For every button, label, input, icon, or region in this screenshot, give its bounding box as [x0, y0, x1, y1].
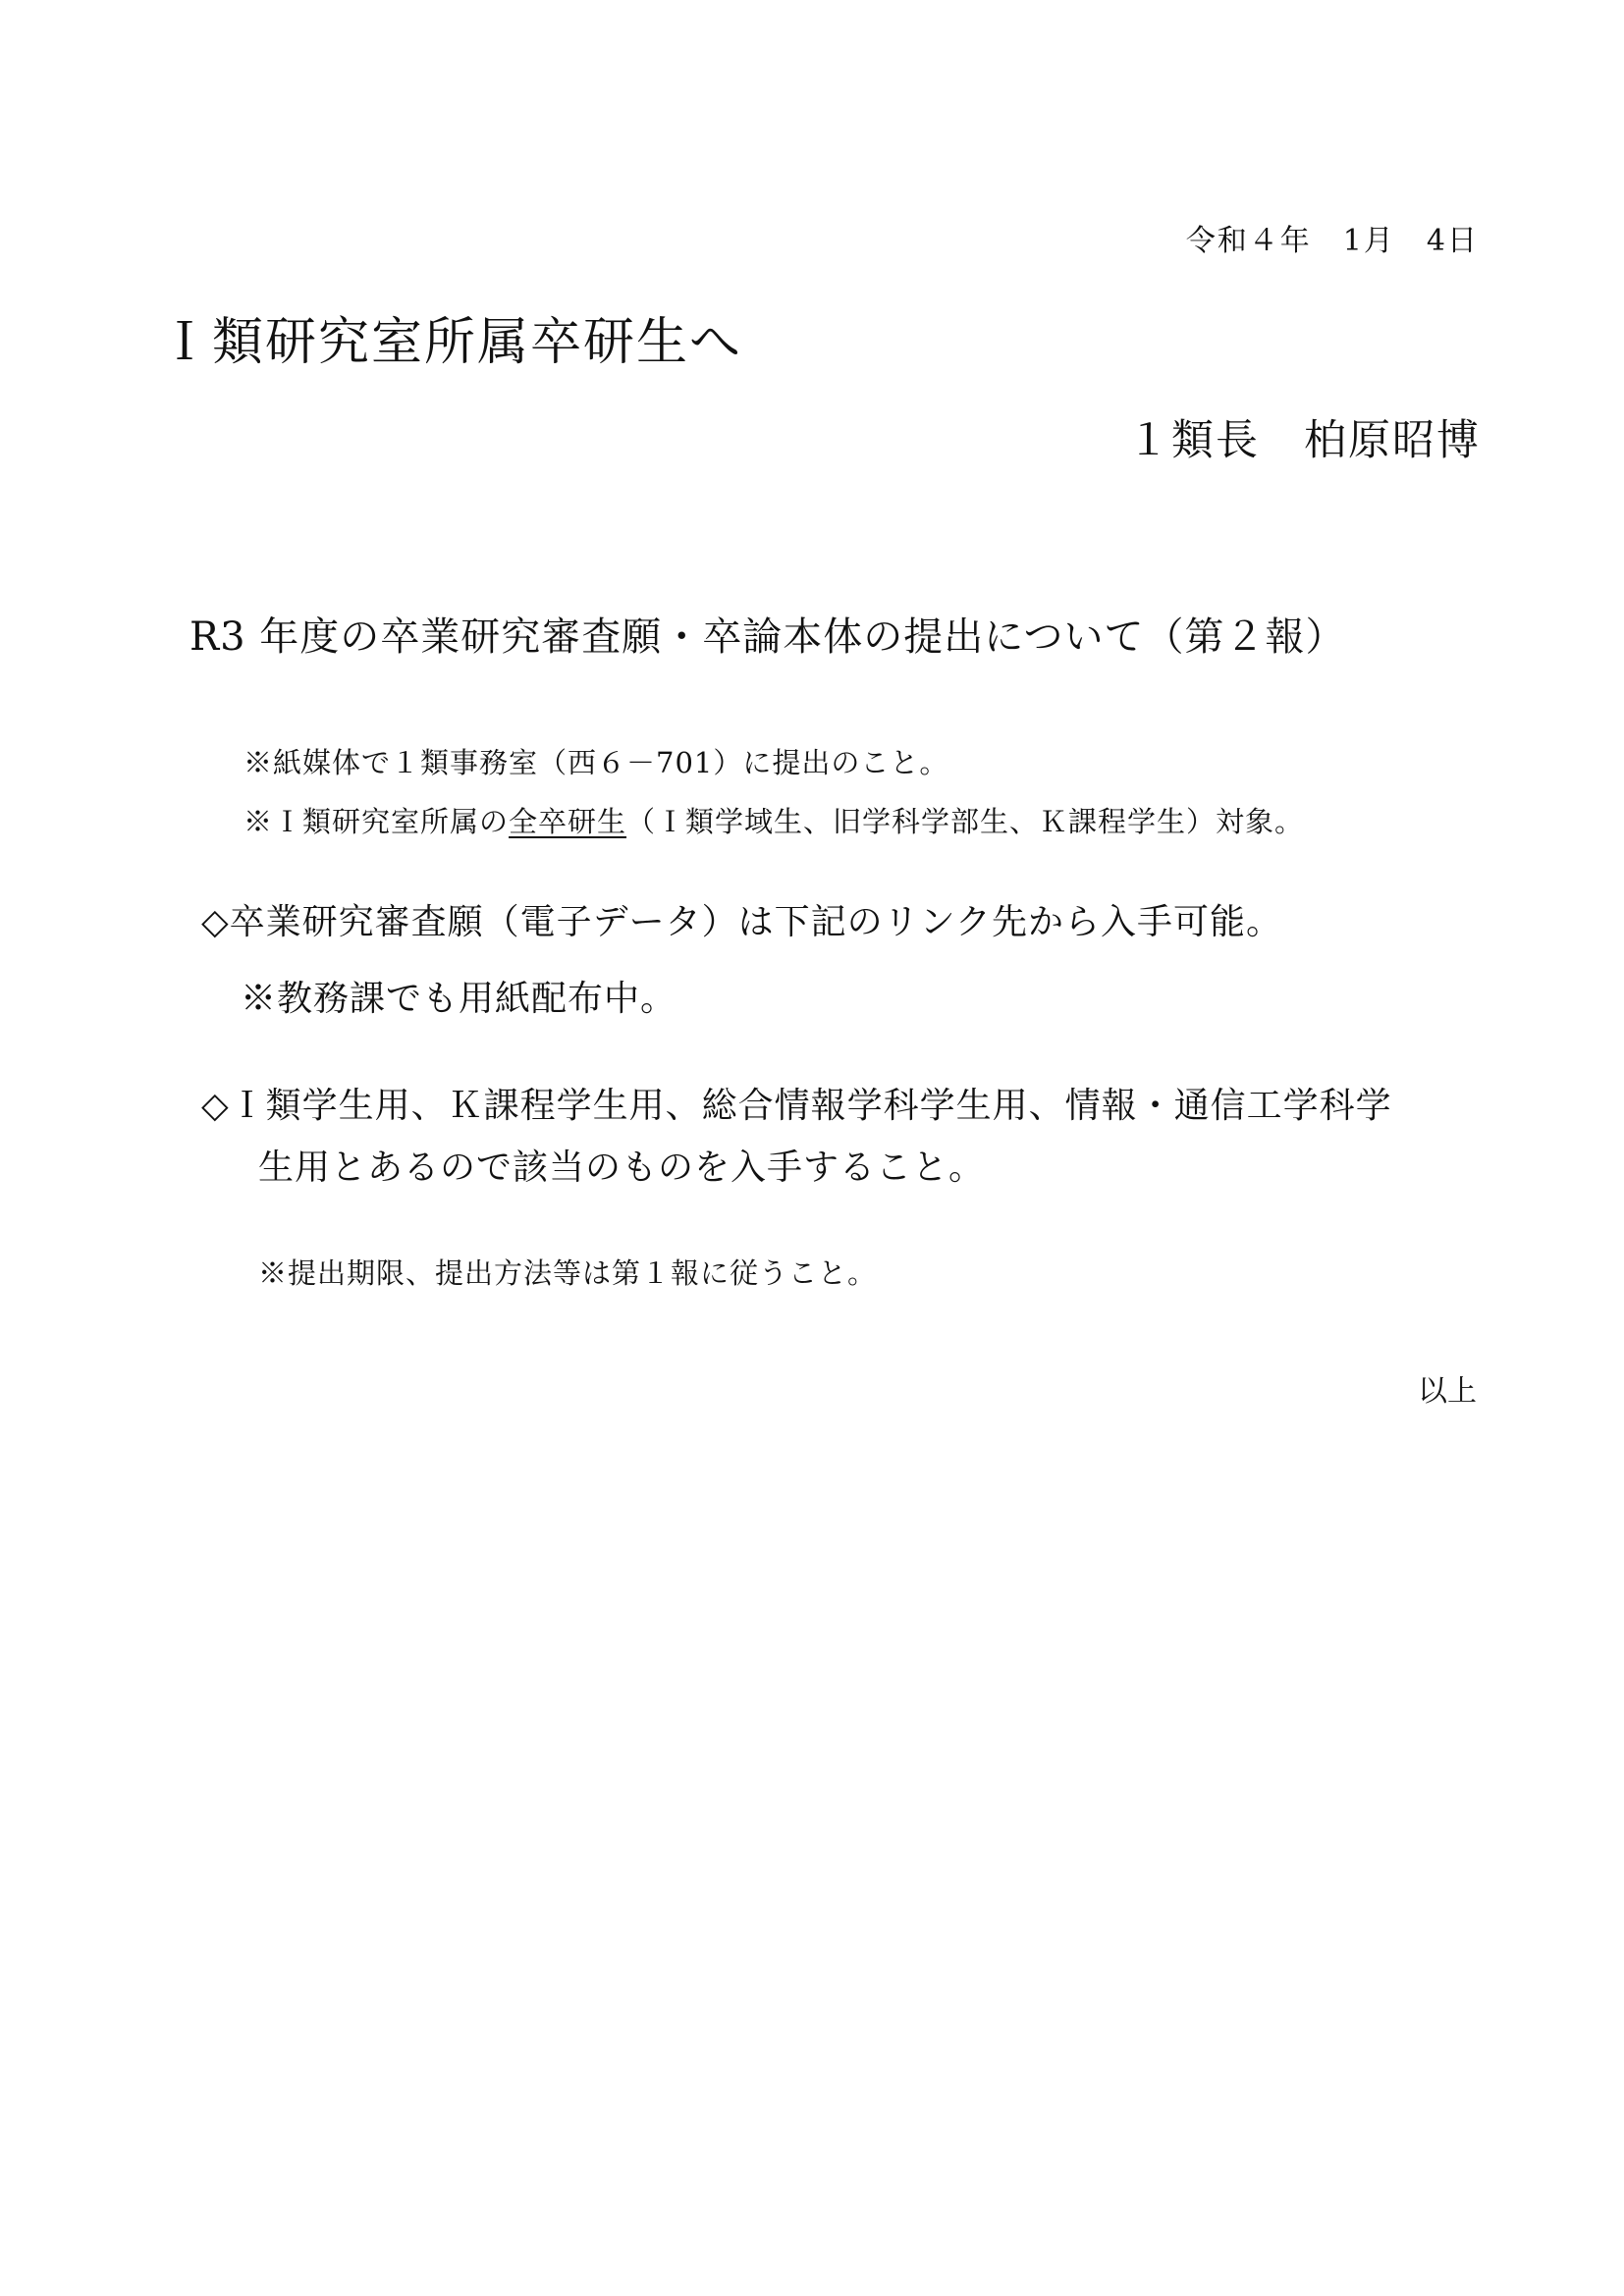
recipient-heading: Ｉ類研究室所属卒研生へ [159, 313, 743, 372]
paper-submission-note: ※紙媒体で１類事務室（西６－701）に提出のこと。 [244, 746, 949, 779]
sender-name: １類長 柏原昭博 [1127, 416, 1481, 465]
electronic-form-item: ◇卒業研究審査願（電子データ）は下記のリンク先から入手可能。 [201, 902, 1282, 942]
document-date: 令和４年 1月 4日 [1185, 224, 1479, 258]
target-students-note [244, 805, 1304, 839]
target-note-underlined-text: 全卒研生 [509, 805, 627, 838]
form-types-item-line-1: ◇Ｉ類学生用、Ｋ課程学生用、総合情報学科学生用、情報・通信工学科学 [201, 1086, 1392, 1126]
target-note-prefix: ※Ｉ類研究室所属の [244, 805, 510, 838]
paper-distribution-note: ※教務課でも用紙配布中。 [241, 979, 677, 1019]
form-types-item-line-2: 生用とあるので該当のものを入手すること。 [258, 1148, 986, 1188]
document-subject: R3 年度の卒業研究審査願・卒論本体の提出について（第２報） [189, 614, 1346, 660]
deadline-method-note: ※提出期限、提出方法等は第１報に従うこと。 [258, 1256, 878, 1290]
target-note-suffix: （Ｉ類学域生、旧学科学部生、Ｋ課程学生）対象。 [626, 805, 1305, 838]
closing-text: 以上 [1418, 1374, 1477, 1409]
